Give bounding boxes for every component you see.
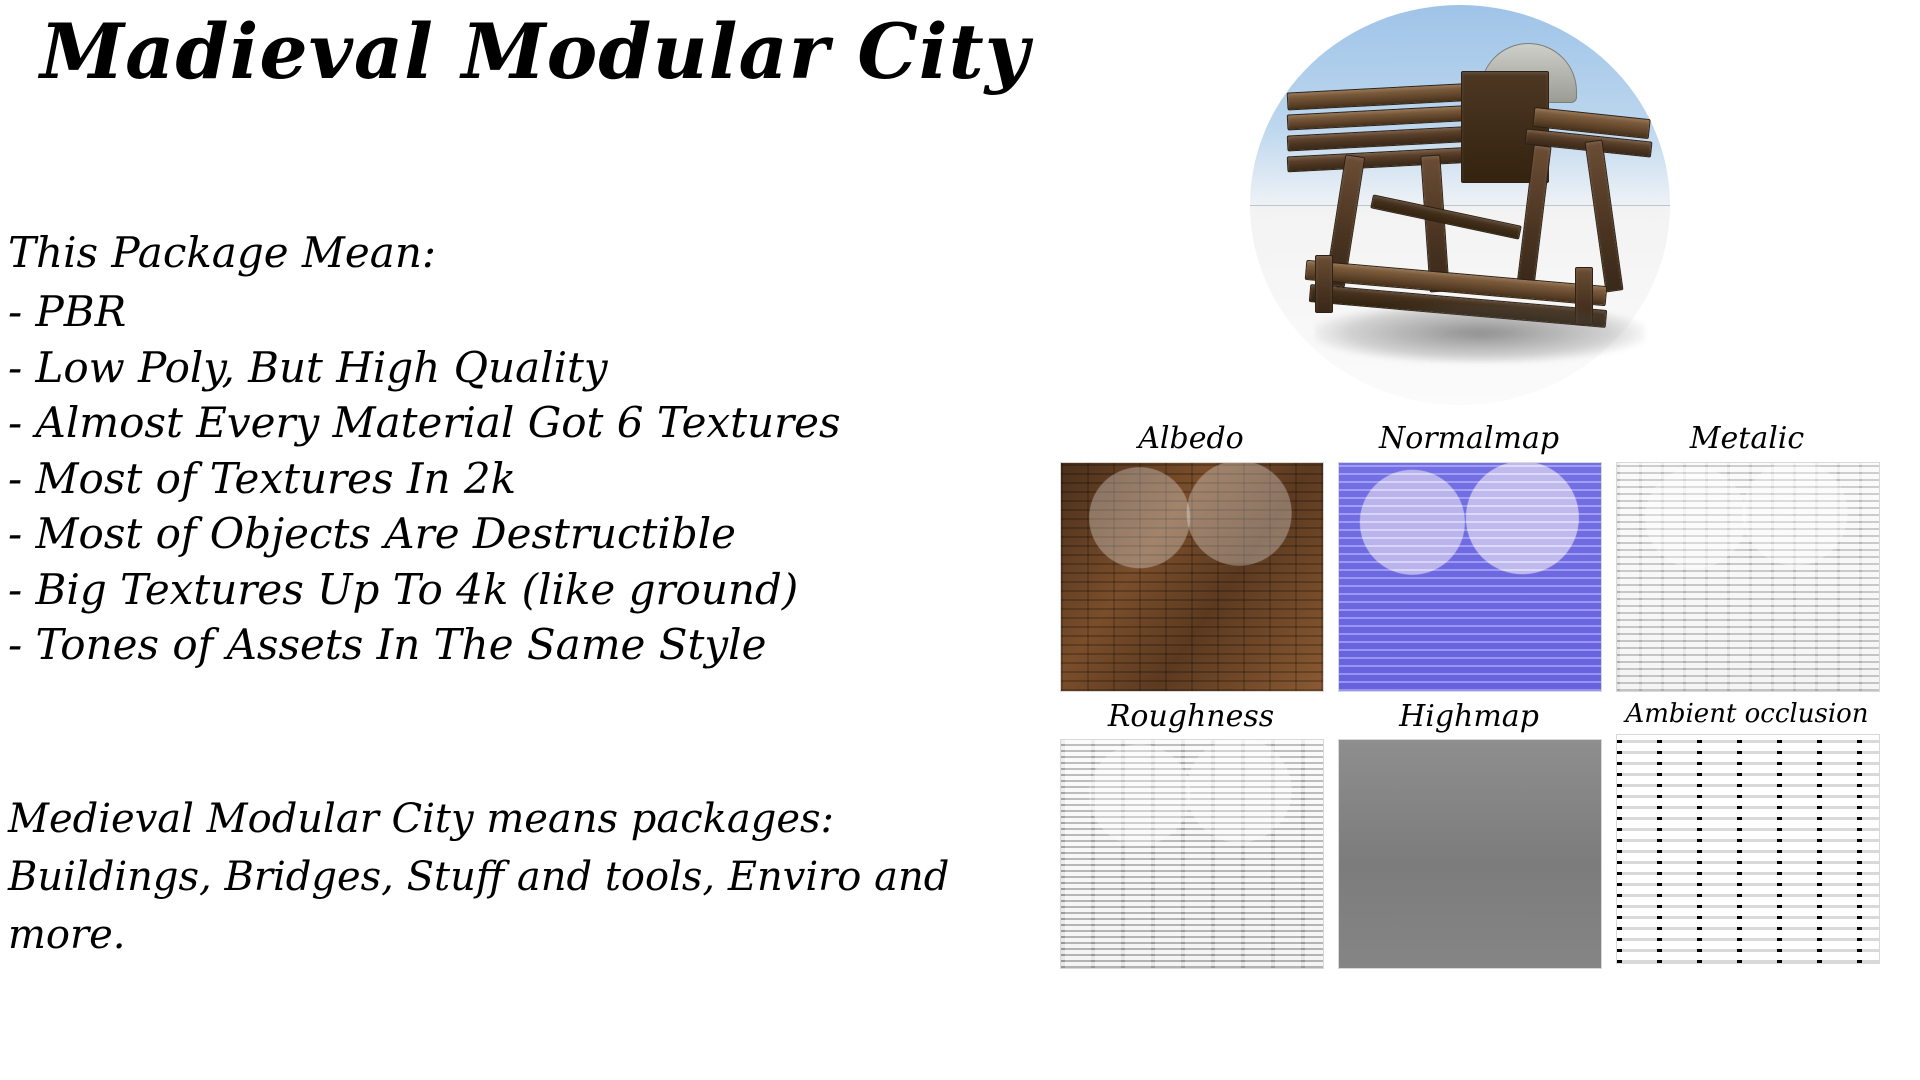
cross-brace [1370, 194, 1522, 239]
texture-cell-normalmap [1338, 420, 1600, 692]
map-detail-overlay [1617, 463, 1879, 691]
list-item: - PBR [8, 287, 127, 337]
texture-cell-albedo [1060, 420, 1322, 692]
summary-line: Medieval Modular City means packages: [8, 796, 834, 842]
list-item: - Almost Every Material Got 6 Textures [8, 398, 841, 448]
render-shadow [1315, 303, 1645, 363]
page-title: Madieval Modular City [40, 7, 1030, 96]
media-panel [1040, 0, 1920, 1080]
summary-line: Buildings, Bridges, Stuff and tools, Enviro and [8, 854, 950, 900]
normalmap-map-image [1338, 462, 1602, 692]
texture-label: Normalmap [1378, 421, 1560, 456]
roughness-map-image [1060, 739, 1324, 969]
summary-line: more. [8, 912, 126, 958]
list-item: - Most of Textures In 2k [8, 453, 517, 503]
highmap-map-image [1338, 739, 1602, 969]
texture-label: Albedo [1138, 421, 1244, 456]
ballista-model [1275, 35, 1655, 365]
features-list [8, 225, 1008, 673]
map-detail-overlay [1061, 463, 1323, 691]
list-item: - Low Poly, But High Quality [8, 342, 608, 392]
map-detail-overlay [1061, 740, 1323, 968]
list-item: - Tones of Assets In The Same Style [8, 620, 767, 670]
ambient-occlusion-map-image [1616, 734, 1880, 964]
texture-label: Metalic [1689, 421, 1805, 456]
texture-row [1060, 420, 1920, 692]
list-item: - Most of Objects Are Destructible [8, 509, 737, 559]
list-item: - Big Textures Up To 4k (like ground) [8, 564, 799, 614]
texture-cell-ambient-occlusion [1616, 698, 1878, 970]
features-heading: This Package Mean: [8, 228, 437, 277]
texture-cell-highmap [1338, 698, 1600, 970]
albedo-map-image [1060, 462, 1324, 692]
summary-text [8, 790, 1018, 964]
texture-map-grid [1060, 420, 1920, 975]
texture-label: Roughness [1107, 698, 1275, 734]
metalic-map-image [1616, 462, 1880, 692]
texture-cell-roughness [1060, 698, 1322, 970]
texture-label: Ambient occlusion [1625, 698, 1869, 729]
texture-row [1060, 698, 1920, 970]
ballista-render-preview [1220, 0, 1700, 415]
texture-cell-metalic [1616, 420, 1878, 692]
texture-label: Highmap [1399, 698, 1539, 734]
